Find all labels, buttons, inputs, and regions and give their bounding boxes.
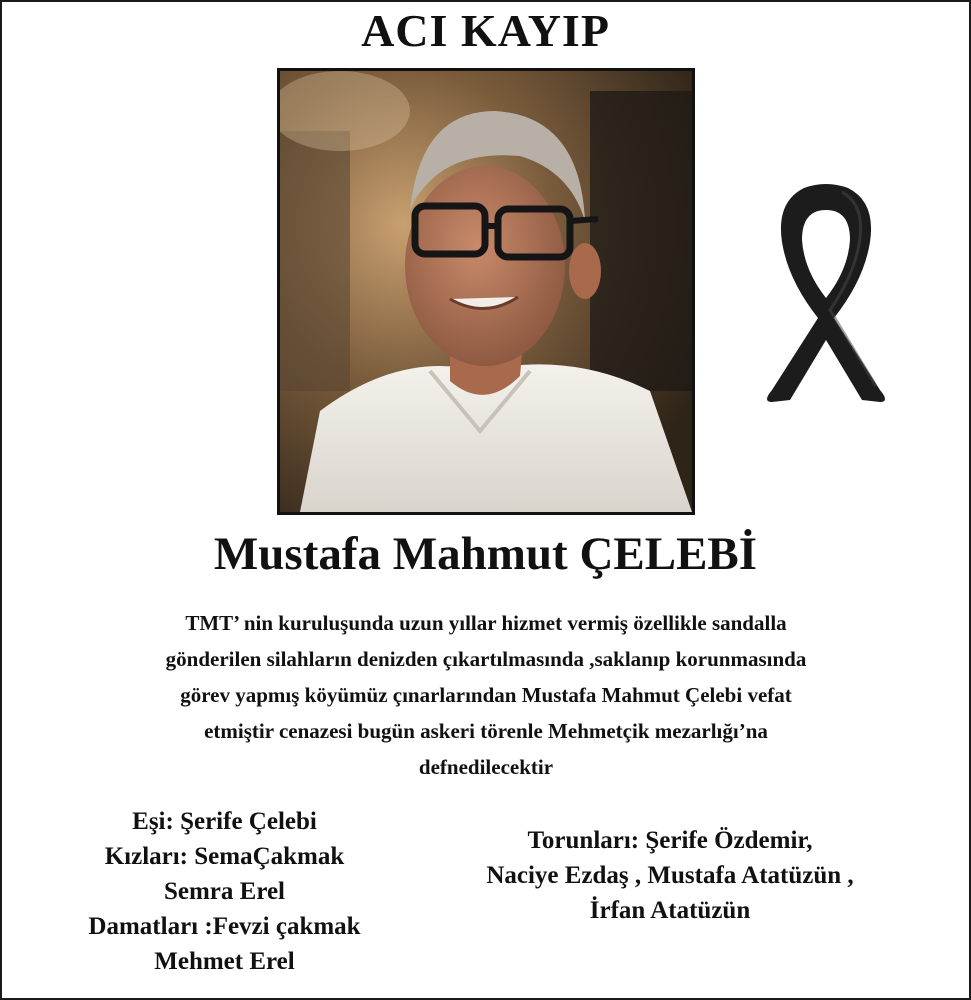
black-ribbon-icon <box>752 180 900 404</box>
family-list-right <box>430 823 910 928</box>
family-grandchildren-cont: İrfan Atatüzün <box>589 897 751 924</box>
family-list-left <box>52 804 397 979</box>
announcement-paragraph <box>95 605 877 785</box>
family-grandchildren: Torunları: Şerife Özdemir, <box>527 827 813 854</box>
paragraph-line: etmiştir cenazesi bugün askeri törenle Mehmetçik mezarlığı’na <box>204 719 768 743</box>
paragraph-line: defnedilecektir <box>418 755 554 779</box>
page-title: ACI KAYIP <box>361 5 610 56</box>
family-grandchildren-cont: Naciye Ezdaş , Mustafa Atatüzün , <box>486 862 854 889</box>
family-sons-in-law-cont: Mehmet Erel <box>154 948 295 975</box>
paragraph-line: gönderilen silahların denizden çıkartılmasında ,saklanıp korunmasında <box>165 647 807 671</box>
portrait-photo <box>277 68 695 515</box>
family-spouse: Eşi: Şerife Çelebi <box>132 808 317 835</box>
family-daughters: Kızları: SemaÇakmak <box>104 843 345 870</box>
family-sons-in-law: Damatları :Fevzi çakmak <box>88 913 361 940</box>
family-daughters-cont: Semra Erel <box>163 878 286 905</box>
deceased-name: Mustafa Mahmut ÇELEBİ <box>213 528 758 580</box>
portrait-illustration <box>280 71 692 512</box>
paragraph-line: TMT’ nin kuruluşunda uzun yıllar hizmet vermiş özellikle sandalla <box>185 611 787 635</box>
paragraph-line: görev yapmış köyümüz çınarlarından Mustafa Mahmut Çelebi vefat <box>180 683 792 707</box>
